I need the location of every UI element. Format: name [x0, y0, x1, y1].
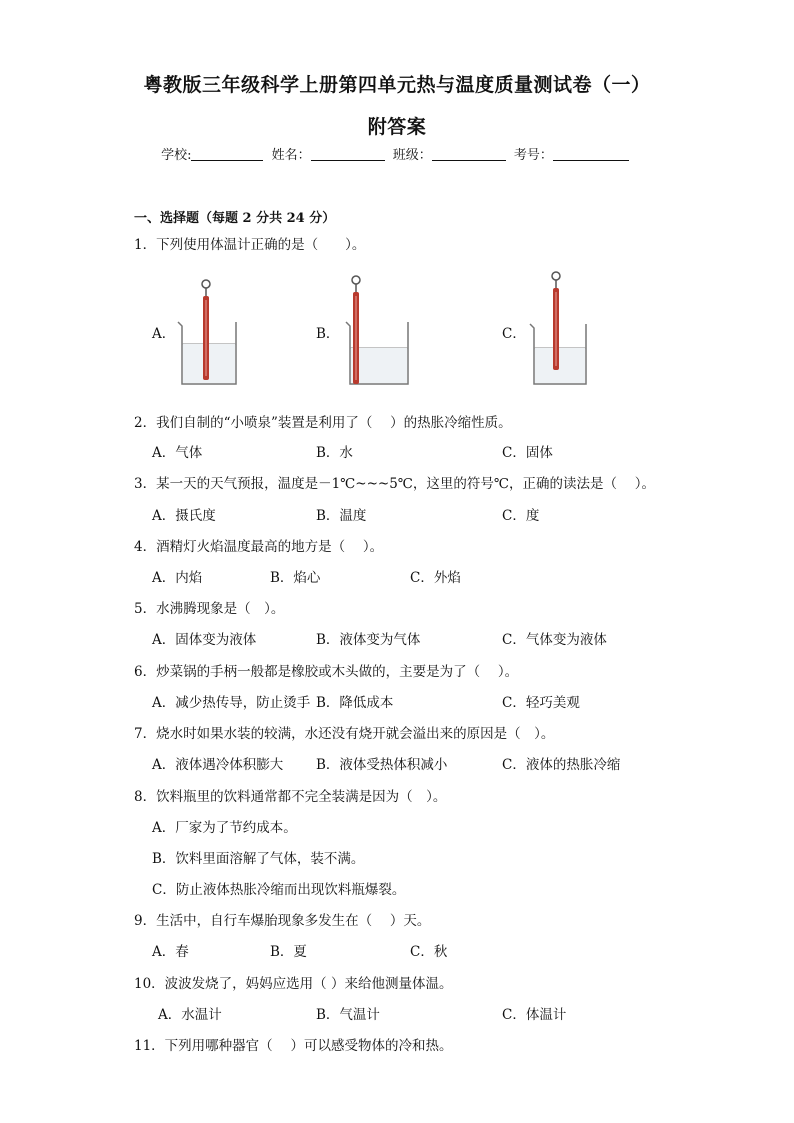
q1-option-b-label[interactable]: B．: [316, 326, 340, 342]
question-8: 8．饮料瓶里的饮料通常都不完全装满是因为（ ）。: [134, 789, 447, 805]
question-2: 2．我们自制的“小喷泉”装置是利用了（ ）的热胀冷缩性质。: [134, 415, 512, 431]
class-blank[interactable]: [432, 147, 506, 161]
question-11: 11．下列用哪种器官（ ）可以感受物体的冷和热。: [134, 1038, 453, 1054]
title-line-1: 粤教版三年级科学上册第四单元热与温度质量测试卷（一）: [143, 74, 651, 96]
q10-option-b[interactable]: B．气温计: [316, 1007, 380, 1023]
student-info: [0, 144, 794, 163]
q7-option-b[interactable]: B．液体受热体积减小: [316, 757, 448, 773]
q4-option-c[interactable]: C．外焰: [410, 570, 461, 586]
question-10: 10．波波发烧了，妈妈应选用（ ）来给他测量体温。: [134, 976, 453, 992]
q10-option-c[interactable]: C．体温计: [502, 1007, 567, 1023]
q6-option-b[interactable]: B．降低成本: [316, 695, 394, 711]
question-3: 3．某一天的天气预报，温度是－1℃~~~5℃，这里的符号℃，正确的读法是（ ）。: [134, 476, 656, 492]
exam-number-blank[interactable]: [553, 147, 629, 161]
q10-option-a[interactable]: A．水温计: [158, 1007, 222, 1023]
question-5: 5．水沸腾现象是（ ）。: [134, 601, 285, 617]
q5-option-c[interactable]: C．气体变为液体: [502, 632, 607, 648]
exam-number-label: 考号：: [513, 148, 553, 163]
q5-option-b[interactable]: B．液体变为气体: [316, 632, 421, 648]
q3-option-c[interactable]: C．度: [502, 508, 540, 524]
question-4: 4．酒精灯火焰温度最高的地方是（ ）。: [134, 539, 384, 555]
section-heading: 一、选择题（每题 2 分共 24 分）: [134, 211, 336, 226]
q4-option-b[interactable]: B．焰心: [270, 570, 321, 586]
question-9: 9．生活中，自行车爆胎现象多发生在（ ）天。: [134, 913, 431, 929]
q9-option-b[interactable]: B．夏: [270, 944, 307, 960]
title-line-2: 附答案: [367, 116, 427, 138]
q1-option-c-label[interactable]: C．: [502, 326, 526, 342]
q5-option-a[interactable]: A．固体变为液体: [152, 632, 257, 648]
q9-option-c[interactable]: C．秋: [410, 944, 448, 960]
q1-option-a-label[interactable]: A．: [152, 326, 176, 342]
q6-option-a[interactable]: A．减少热传导，防止烫手: [152, 695, 311, 711]
question-7: 7．烧水时如果水装的较满，水还没有烧开就会溢出来的原因是（ ）。: [134, 726, 555, 742]
q2-option-b[interactable]: B．水: [316, 445, 353, 461]
name-label: 姓名：: [271, 148, 311, 163]
q7-option-a[interactable]: A．液体遇冷体积膨大: [152, 757, 284, 773]
q8-option-a[interactable]: A．厂家为了节约成本。: [152, 820, 297, 836]
q2-option-c[interactable]: C．固体: [502, 445, 553, 461]
q3-option-b[interactable]: B．温度: [316, 508, 367, 524]
q1-figure-c[interactable]: [526, 268, 592, 388]
q2-option-a[interactable]: A．气体: [152, 445, 203, 461]
q4-option-a[interactable]: A．内焰: [152, 570, 203, 586]
name-blank[interactable]: [311, 147, 385, 161]
question-1: 1．下列使用体温计正确的是（ ）。: [134, 237, 366, 253]
q1-figure-a[interactable]: [174, 274, 242, 388]
class-label: 班级：: [392, 148, 432, 163]
q9-option-a[interactable]: A．春: [152, 944, 189, 960]
school-blank[interactable]: [191, 147, 263, 161]
q7-option-c[interactable]: C．液体的热胀冷缩: [502, 757, 621, 773]
q6-option-c[interactable]: C．轻巧美观: [502, 695, 580, 711]
school-label: 学校:: [161, 148, 192, 163]
question-6: 6．炒菜锅的手柄一般都是橡胶或木头做的，主要是为了（ ）。: [134, 664, 519, 680]
q3-option-a[interactable]: A．摄氏度: [152, 508, 216, 524]
q1-figure-b[interactable]: [342, 270, 414, 388]
q8-option-c[interactable]: C．防止液体热胀冷缩而出现饮料瓶爆裂。: [152, 882, 406, 898]
q8-option-b[interactable]: B．饮料里面溶解了气体，装不满。: [152, 851, 365, 867]
